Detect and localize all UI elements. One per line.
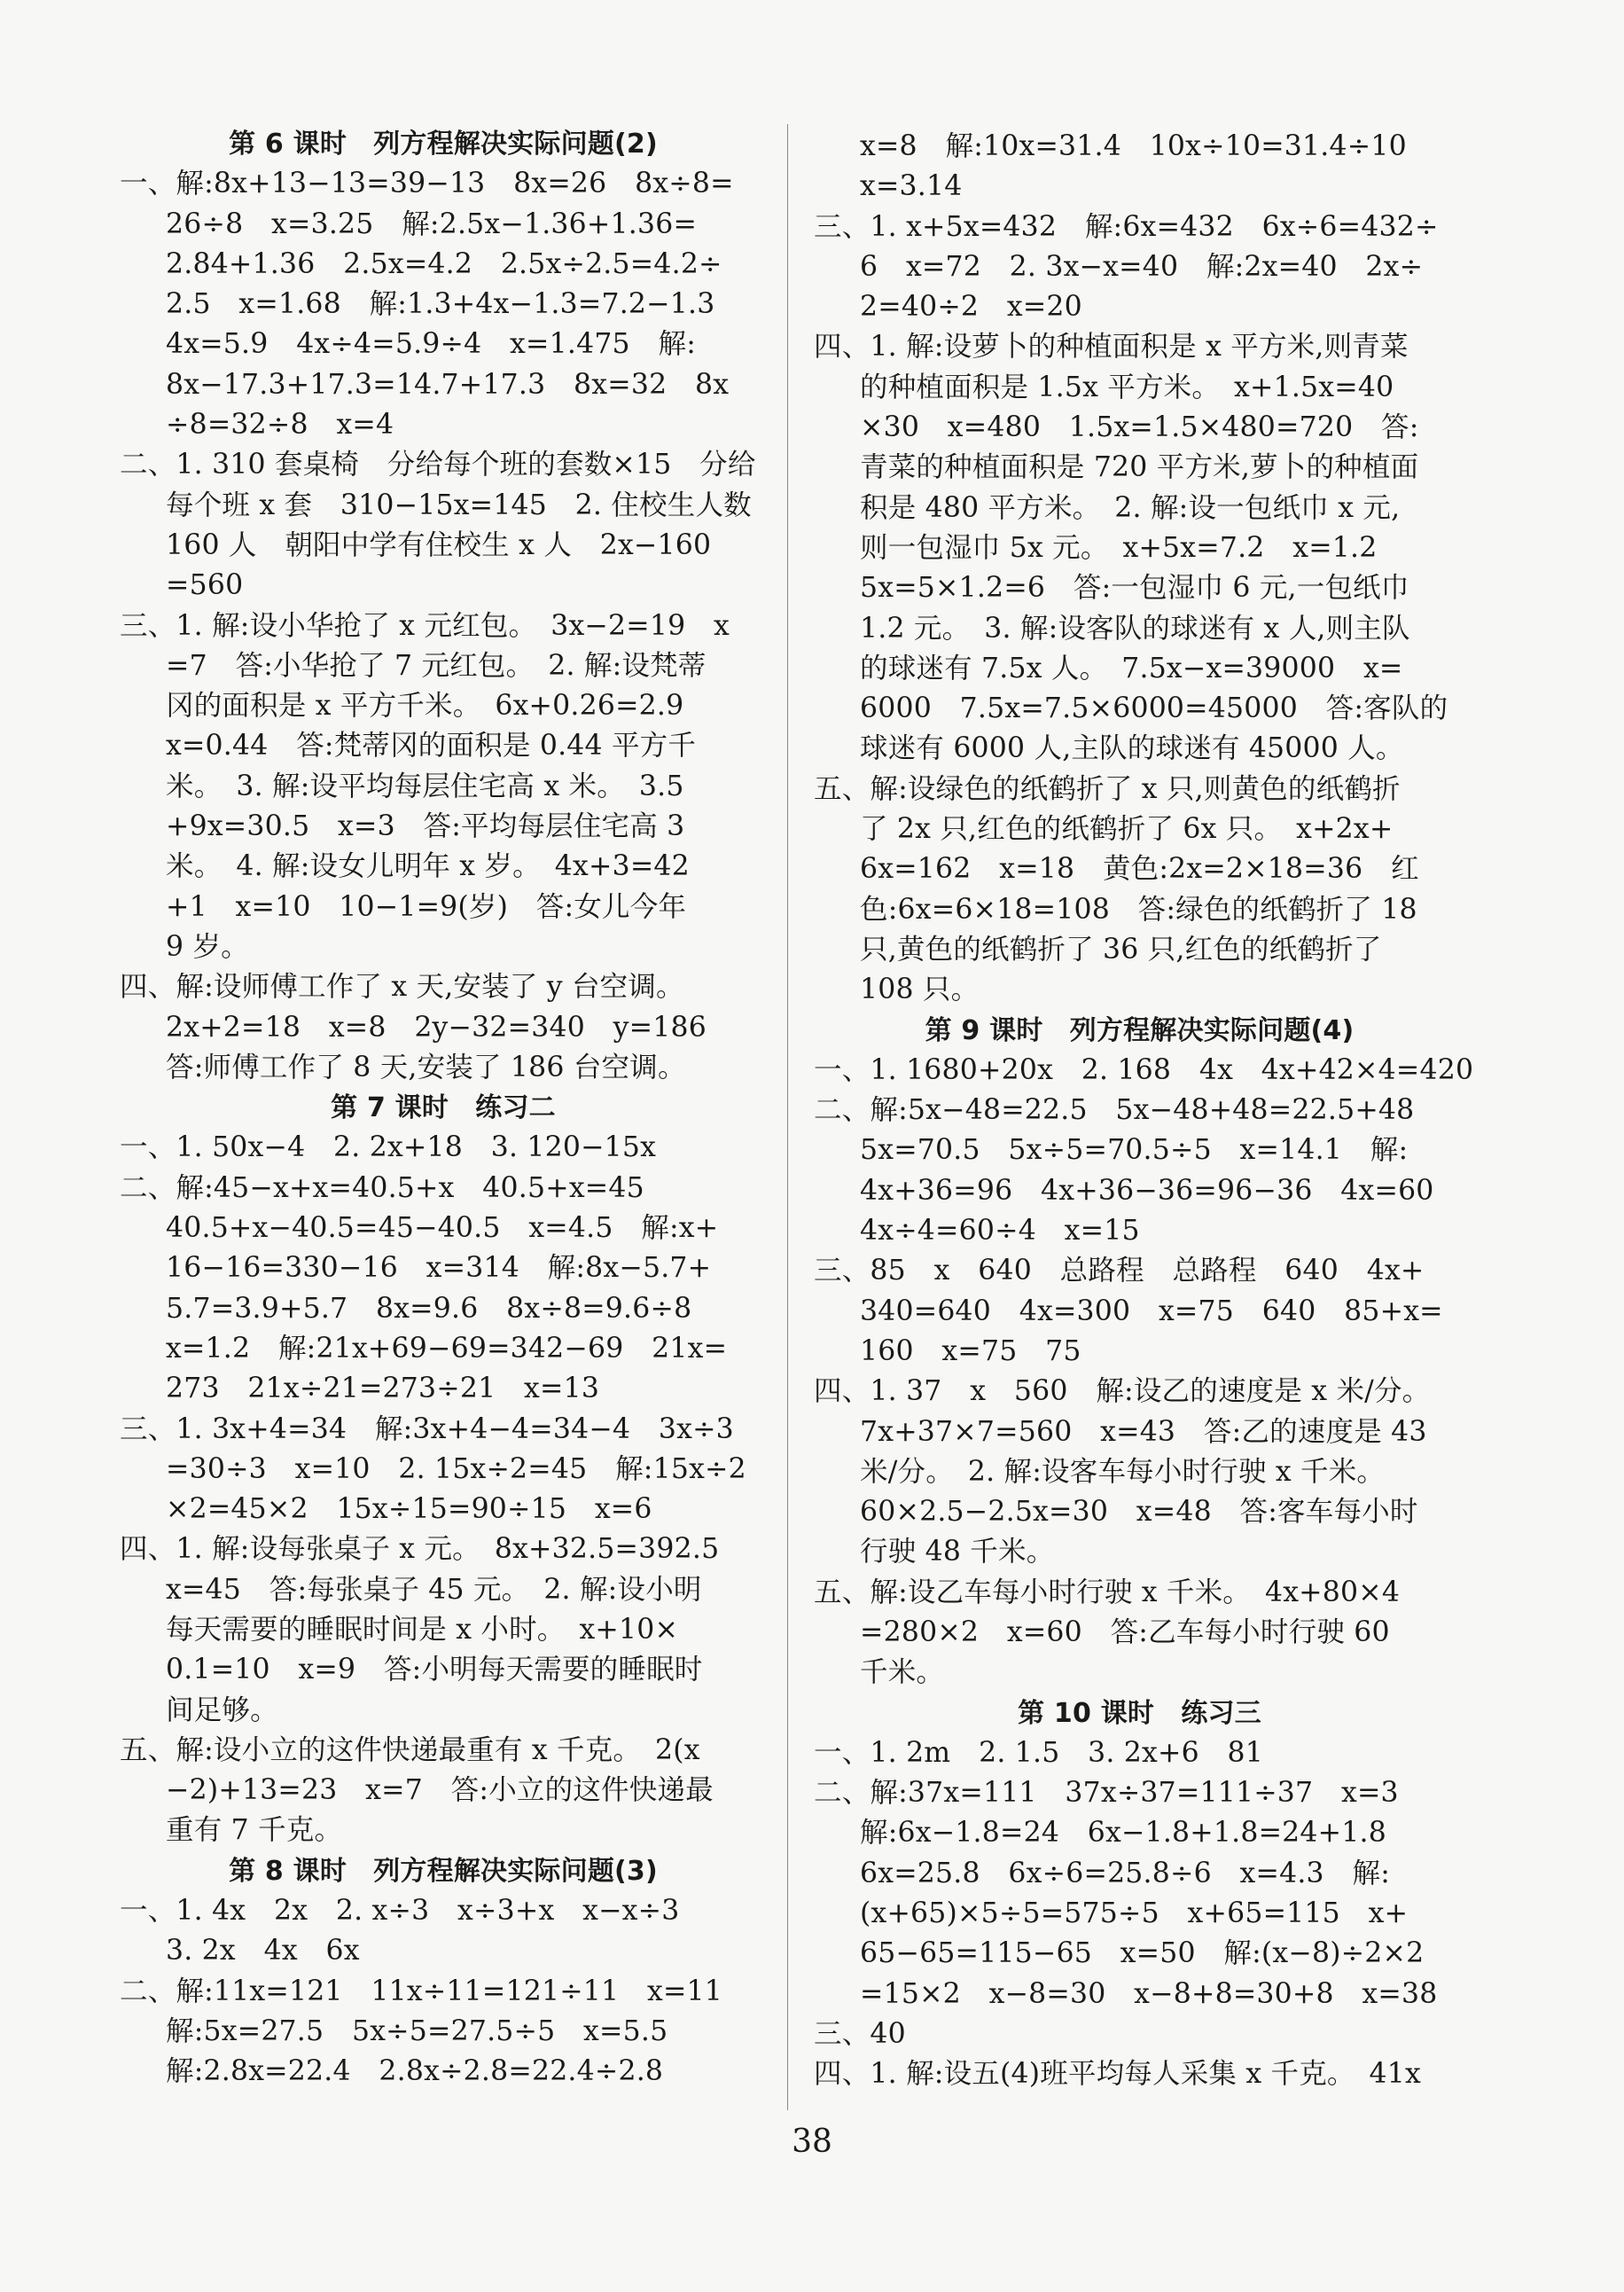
- answer-line: 16−16=330−16 x=314 解:8x−5.7+: [166, 1252, 712, 1285]
- answer-line: 五、解:设绿色的纸鹤折了 x 只,则黄色的纸鹤折: [814, 772, 1401, 805]
- answer-line: 二、解:5x−48=22.5 5x−48+48=22.5+48: [814, 1094, 1415, 1127]
- answer-line: 4x=5.9 4x÷4=5.9÷4 x=1.475 解:: [166, 328, 697, 361]
- answer-line: 5x=70.5 5x÷5=70.5÷5 x=14.1 解:: [860, 1134, 1409, 1167]
- answer-line: +1 x=10 10−1=9(岁) 答:女儿今年: [166, 890, 687, 923]
- answer-line: 积是 480 平方米。 2. 解:设一包纸巾 x 元,: [860, 491, 1401, 524]
- answer-line: =560: [166, 569, 244, 602]
- answer-line: 273 21x÷21=273÷21 x=13: [166, 1373, 600, 1405]
- left-column: [120, 124, 767, 2093]
- answer-line: 2x+2=18 x=8 2y−32=340 y=186: [166, 1011, 707, 1044]
- answer-line: x=8 解:10x=31.4 10x÷10=31.4÷10: [860, 130, 1407, 162]
- answer-line: 二、解:45−x+x=40.5+x 40.5+x=45: [120, 1171, 644, 1204]
- answer-line: (x+65)×5÷5=575÷5 x+65=115 x+: [860, 1897, 1409, 1930]
- answer-line: 一、解:8x+13−13=39−13 8x=26 8x÷8=: [120, 168, 734, 200]
- answer-line: 千米。: [860, 1656, 945, 1689]
- answer-line: 的种植面积是 1.5x 平方米。 x+1.5x=40: [860, 371, 1394, 403]
- section-heading: 第 7 课时 练习二: [331, 1092, 556, 1124]
- answer-line: 青菜的种植面积是 720 平方米,萝卜的种植面: [860, 451, 1419, 484]
- section-heading: 第 8 课时 列方程解决实际问题(3): [229, 1855, 658, 1887]
- answer-line: 4x÷4=60÷4 x=15: [860, 1215, 1140, 1248]
- answer-line: 行驶 48 千米。: [860, 1536, 1055, 1568]
- answer-line: 二、解:11x=121 11x÷11=121÷11 x=11: [120, 1975, 723, 2007]
- answer-line: 四、1. 解:设五(4)班平均每人采集 x 千克。 41x: [814, 2058, 1421, 2091]
- answer-line: 则一包湿巾 5x 元。 x+5x=7.2 x=1.2: [860, 531, 1378, 564]
- answer-line: 间足够。: [166, 1694, 278, 1726]
- answer-line: =15×2 x−8=30 x−8+8=30+8 x=38: [860, 1977, 1438, 2010]
- answer-line: 四、1. 解:设每张桌子 x 元。 8x+32.5=392.5: [120, 1533, 720, 1566]
- column-divider: [787, 124, 788, 2110]
- answer-line: 6x=162 x=18 黄色:2x=2×18=36 红: [860, 853, 1419, 886]
- answer-line: 米。 3. 解:设平均每层住宅高 x 米。 3.5: [166, 770, 684, 802]
- answer-line: 四、1. 37 x 560 解:设乙的速度是 x 米/分。: [814, 1375, 1431, 1408]
- answer-line: 5.7=3.9+5.7 8x=9.6 8x÷8=9.6÷8: [166, 1292, 692, 1325]
- answer-line: 一、1. 2m 2. 1.5 3. 2x+6 81: [814, 1736, 1264, 1769]
- answer-line: 2.5 x=1.68 解:1.3+4x−1.3=7.2−1.3: [166, 288, 715, 321]
- page-number: 38: [792, 2124, 832, 2160]
- answer-line: 四、解:设师傅工作了 x 天,安装了 y 台空调。: [120, 971, 684, 1004]
- answer-line: 五、解:设乙车每小时行驶 x 千米。 4x+80×4: [814, 1576, 1401, 1608]
- answer-line: 2.84+1.36 2.5x=4.2 2.5x÷2.5=4.2÷: [166, 247, 722, 280]
- section-heading: 第 6 课时 列方程解决实际问题(2): [229, 129, 658, 160]
- answer-line: x=45 答:每张桌子 45 元。 2. 解:设小明: [166, 1573, 702, 1606]
- answer-line: ×30 x=480 1.5x=1.5×480=720 答:: [860, 411, 1419, 444]
- answer-line: 解:5x=27.5 5x÷5=27.5÷5 x=5.5: [166, 2014, 668, 2047]
- answer-line: 4x+36=96 4x+36−36=96−36 4x=60: [860, 1174, 1434, 1207]
- answer-line: 三、40: [814, 2017, 906, 2050]
- answer-line: 冈的面积是 x 平方千米。 6x+0.26=2.9: [166, 690, 684, 723]
- answer-line: 340=640 4x=300 x=75 640 85+x=: [860, 1295, 1443, 1327]
- answer-line: 一、1. 1680+20x 2. 168 4x 4x+42×4=420: [814, 1053, 1474, 1086]
- answer-line: 四、1. 解:设萝卜的种植面积是 x 平方米,则青菜: [814, 331, 1409, 364]
- answer-line: 了 2x 只,红色的纸鹤折了 6x 只。 x+2x+: [860, 813, 1394, 846]
- answer-line: 三、1. 解:设小华抢了 x 元红包。 3x−2=19 x: [120, 609, 730, 642]
- answer-line: 60×2.5−2.5x=30 x=48 答:客车每小时: [860, 1496, 1418, 1529]
- answer-line: 球迷有 6000 人,主队的球迷有 45000 人。: [860, 732, 1404, 765]
- answer-line: 一、1. 4x 2x 2. x÷3 x÷3+x x−x÷3: [120, 1895, 680, 1928]
- answer-line: x=0.44 答:梵蒂冈的面积是 0.44 平方千: [166, 730, 697, 763]
- answer-line: x=3.14: [860, 170, 963, 203]
- answer-line: 9 岁。: [166, 930, 249, 963]
- answer-line: =30÷3 x=10 2. 15x÷2=45 解:15x÷2: [166, 1452, 746, 1485]
- section-heading: 第 10 课时 练习三: [1018, 1697, 1261, 1729]
- answer-line: =280×2 x=60 答:乙车每小时行驶 60: [860, 1615, 1390, 1648]
- answer-line: 三、1. 3x+4=34 解:3x+4−4=34−4 3x÷3: [120, 1412, 734, 1445]
- answer-line: 40.5+x−40.5=45−40.5 x=4.5 解:x+: [166, 1212, 719, 1245]
- answer-line: ×2=45×2 15x÷15=90÷15 x=6: [166, 1493, 652, 1526]
- answer-line: 8x−17.3+17.3=14.7+17.3 8x=32 8x: [166, 368, 730, 401]
- answer-line: 答:师傅工作了 8 天,安装了 186 台空调。: [166, 1051, 686, 1083]
- answer-line: 米/分。 2. 解:设客车每小时行驶 x 千米。: [860, 1455, 1386, 1488]
- answer-line: 6000 7.5x=7.5×6000=45000 答:客队的: [860, 692, 1448, 725]
- answer-line: 解:6x−1.8=24 6x−1.8+1.8=24+1.8: [860, 1817, 1386, 1850]
- answer-line: 只,黄色的纸鹤折了 36 只,红色的纸鹤折了: [860, 933, 1382, 966]
- answer-line: 6x=25.8 6x÷6=25.8÷6 x=4.3 解:: [860, 1857, 1391, 1889]
- answer-line: 160 x=75 75: [860, 1334, 1081, 1367]
- answer-line: −2)+13=23 x=7 答:小立的这件快递最: [166, 1774, 714, 1807]
- answer-line: 160 人 朝阳中学有住校生 x 人 2x−160: [166, 528, 712, 561]
- answer-line: 的球迷有 7.5x 人。 7.5x−x=39000 x=: [860, 652, 1403, 684]
- answer-line: =7 答:小华抢了 7 元红包。 2. 解:设梵蒂: [166, 649, 707, 682]
- answer-line: 108 只。: [860, 974, 980, 1006]
- answer-line: 每个班 x 套 310−15x=145 2. 住校生人数: [166, 489, 752, 521]
- answer-line: 65−65=115−65 x=50 解:(x−8)÷2×2: [860, 1937, 1425, 1970]
- answer-line: 3. 2x 4x 6x: [166, 1935, 360, 1967]
- answer-line: 5x=5×1.2=6 答:一包湿巾 6 元,一包纸巾: [860, 572, 1409, 605]
- answer-line: +9x=30.5 x=3 答:平均每层住宅高 3: [166, 810, 685, 843]
- answer-line: x=1.2 解:21x+69−69=342−69 21x=: [166, 1332, 728, 1365]
- answer-line: ÷8=32÷8 x=4: [166, 409, 394, 442]
- answer-line: 解:2.8x=22.4 2.8x÷2.8=22.4÷2.8: [166, 2055, 664, 2088]
- answer-line: 一、1. 50x−4 2. 2x+18 3. 120−15x: [120, 1131, 657, 1164]
- answer-line: 6 x=72 2. 3x−x=40 解:2x=40 2x÷: [860, 250, 1424, 283]
- answer-line: 每天需要的睡眠时间是 x 小时。 x+10×: [166, 1613, 679, 1646]
- answer-line: 色:6x=6×18=108 答:绿色的纸鹤折了 18: [860, 893, 1417, 926]
- answer-line: 重有 7 千克。: [166, 1814, 343, 1847]
- answer-line: 0.1=10 x=9 答:小明每天需要的睡眠时: [166, 1654, 703, 1686]
- answer-line: 五、解:设小立的这件快递最重有 x 千克。 2(x: [120, 1733, 700, 1766]
- answer-line: 26÷8 x=3.25 解:2.5x−1.36+1.36=: [166, 207, 698, 240]
- answer-line: 二、解:37x=111 37x÷37=111÷37 x=3: [814, 1777, 1399, 1810]
- section-heading: 第 9 课时 列方程解决实际问题(4): [925, 1014, 1355, 1046]
- answer-line: 7x+37×7=560 x=43 答:乙的速度是 43: [860, 1415, 1427, 1448]
- answer-line: 三、1. x+5x=432 解:6x=432 6x÷6=432÷: [814, 210, 1439, 243]
- answer-line: 1.2 元。 3. 解:设客队的球迷有 x 人,则主队: [860, 612, 1410, 645]
- answer-line: 2=40÷2 x=20: [860, 291, 1082, 324]
- right-column: [814, 127, 1474, 2095]
- answer-line: 三、85 x 640 总路程 总路程 640 4x+: [814, 1255, 1425, 1287]
- answer-line: 二、1. 310 套桌椅 分给每个班的套数×15 分给: [120, 449, 756, 481]
- answer-line: 米。 4. 解:设女儿明年 x 岁。 4x+3=42: [166, 850, 690, 883]
